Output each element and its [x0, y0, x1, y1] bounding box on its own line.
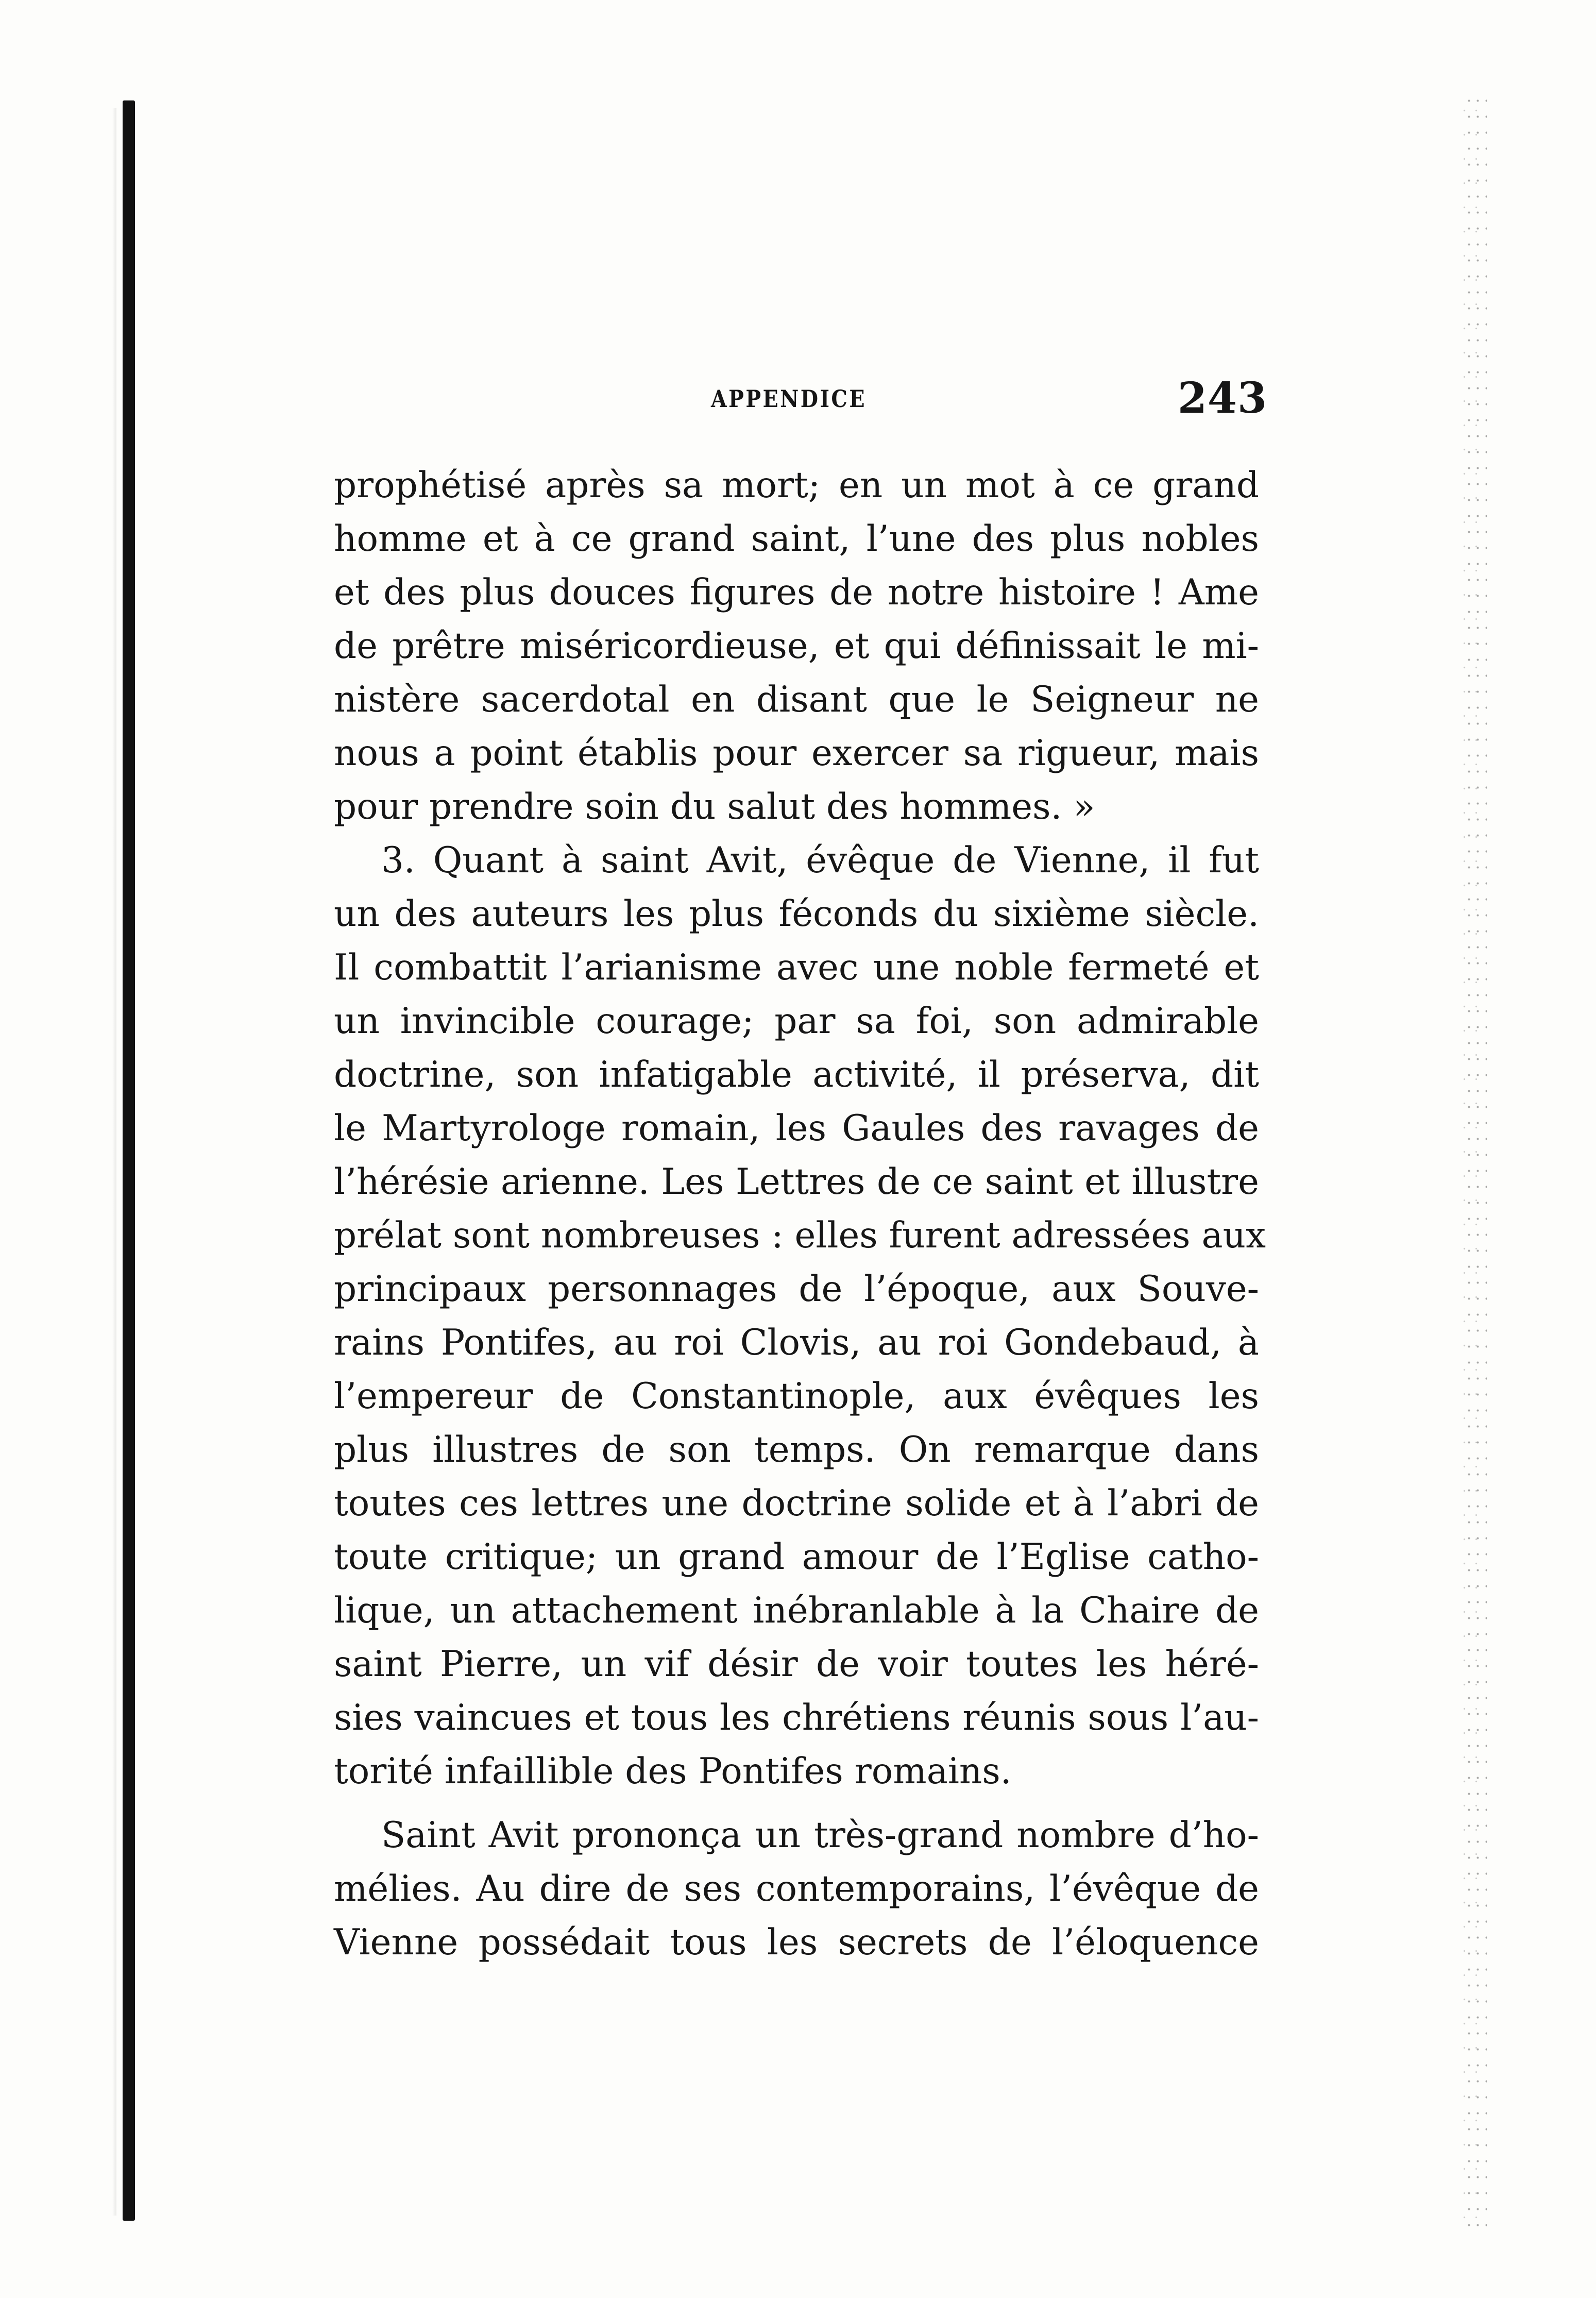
- text-line: torité infaillible des Pontifes romains.: [334, 1751, 1012, 1792]
- text-line: l’hérésie arienne. Les Lettres de ce saint et illustre: [334, 1161, 1259, 1203]
- text-line: Il combattit l’arianisme avec une noble fermeté et: [334, 947, 1259, 988]
- text-line: et des plus douces figures de notre histoire ! Ame: [334, 572, 1259, 613]
- text-line: homme et à ce grand saint, l’une des plus nobles: [334, 518, 1259, 560]
- text-line: nistère sacerdotal en disant que le Seigneur ne: [334, 679, 1259, 720]
- text-line: prophétisé après sa mort; en un mot à ce grand: [334, 465, 1259, 506]
- page-number: 243: [1177, 374, 1267, 423]
- text-line: mélies. Au dire de ses contemporains, l’évêque de: [334, 1868, 1259, 1910]
- text-line: toute critique; un grand amour de l’Eglise catho-: [334, 1536, 1259, 1578]
- text-line: un des auteurs les plus féconds du sixième siècle.: [334, 893, 1259, 935]
- paragraph-gap: [334, 1798, 1259, 1809]
- body-text: [334, 459, 1266, 1969]
- running-head: APPENDICE: [711, 385, 867, 413]
- text-line: toutes ces lettres une doctrine solide et à l’abri de: [334, 1483, 1259, 1524]
- text-line: sies vaincues et tous les chrétiens réunis sous l’au-: [334, 1697, 1259, 1738]
- text-line: Saint Avit prononça un très-grand nombre d’ho-: [381, 1815, 1259, 1856]
- text-line: rains Pontifes, au roi Clovis, au roi Gondebaud, à: [334, 1322, 1259, 1363]
- text-line: prélat sont nombreuses : elles furent adressées aux: [334, 1215, 1266, 1256]
- text-line: Vienne possédait tous les secrets de l’éloquence: [334, 1922, 1259, 1963]
- text-line: saint Pierre, un vif désir de voir toutes les héré-: [334, 1644, 1259, 1685]
- text-line: principaux personnages de l’époque, aux Souve-: [334, 1269, 1259, 1310]
- binding-edge: [123, 100, 135, 2221]
- text-line: nous a point établis pour exercer sa rigueur, mais: [334, 733, 1259, 774]
- text-line: 3. Quant à saint Avit, évêque de Vienne, il fut: [381, 840, 1259, 881]
- binding-shadow: [112, 108, 116, 2216]
- page-header: [330, 374, 1267, 430]
- text-line: plus illustres de son temps. On remarque dans: [334, 1429, 1259, 1471]
- text-line: lique, un attachement inébranlable à la Chaire de: [334, 1590, 1259, 1631]
- text-line: l’empereur de Constantinople, aux évêques les: [334, 1376, 1259, 1417]
- page-edge-speckle: [1463, 93, 1487, 2231]
- text-line: doctrine, son infatigable activité, il préserva, dit: [334, 1054, 1259, 1095]
- text-line: un invincible courage; par sa foi, son admirable: [334, 1001, 1259, 1042]
- text-line: pour prendre soin du salut des hommes. »: [334, 786, 1095, 827]
- text-line: le Martyrologe romain, les Gaules des ravages de: [334, 1108, 1259, 1149]
- text-line: de prêtre miséricordieuse, et qui définissait le mi-: [334, 626, 1259, 667]
